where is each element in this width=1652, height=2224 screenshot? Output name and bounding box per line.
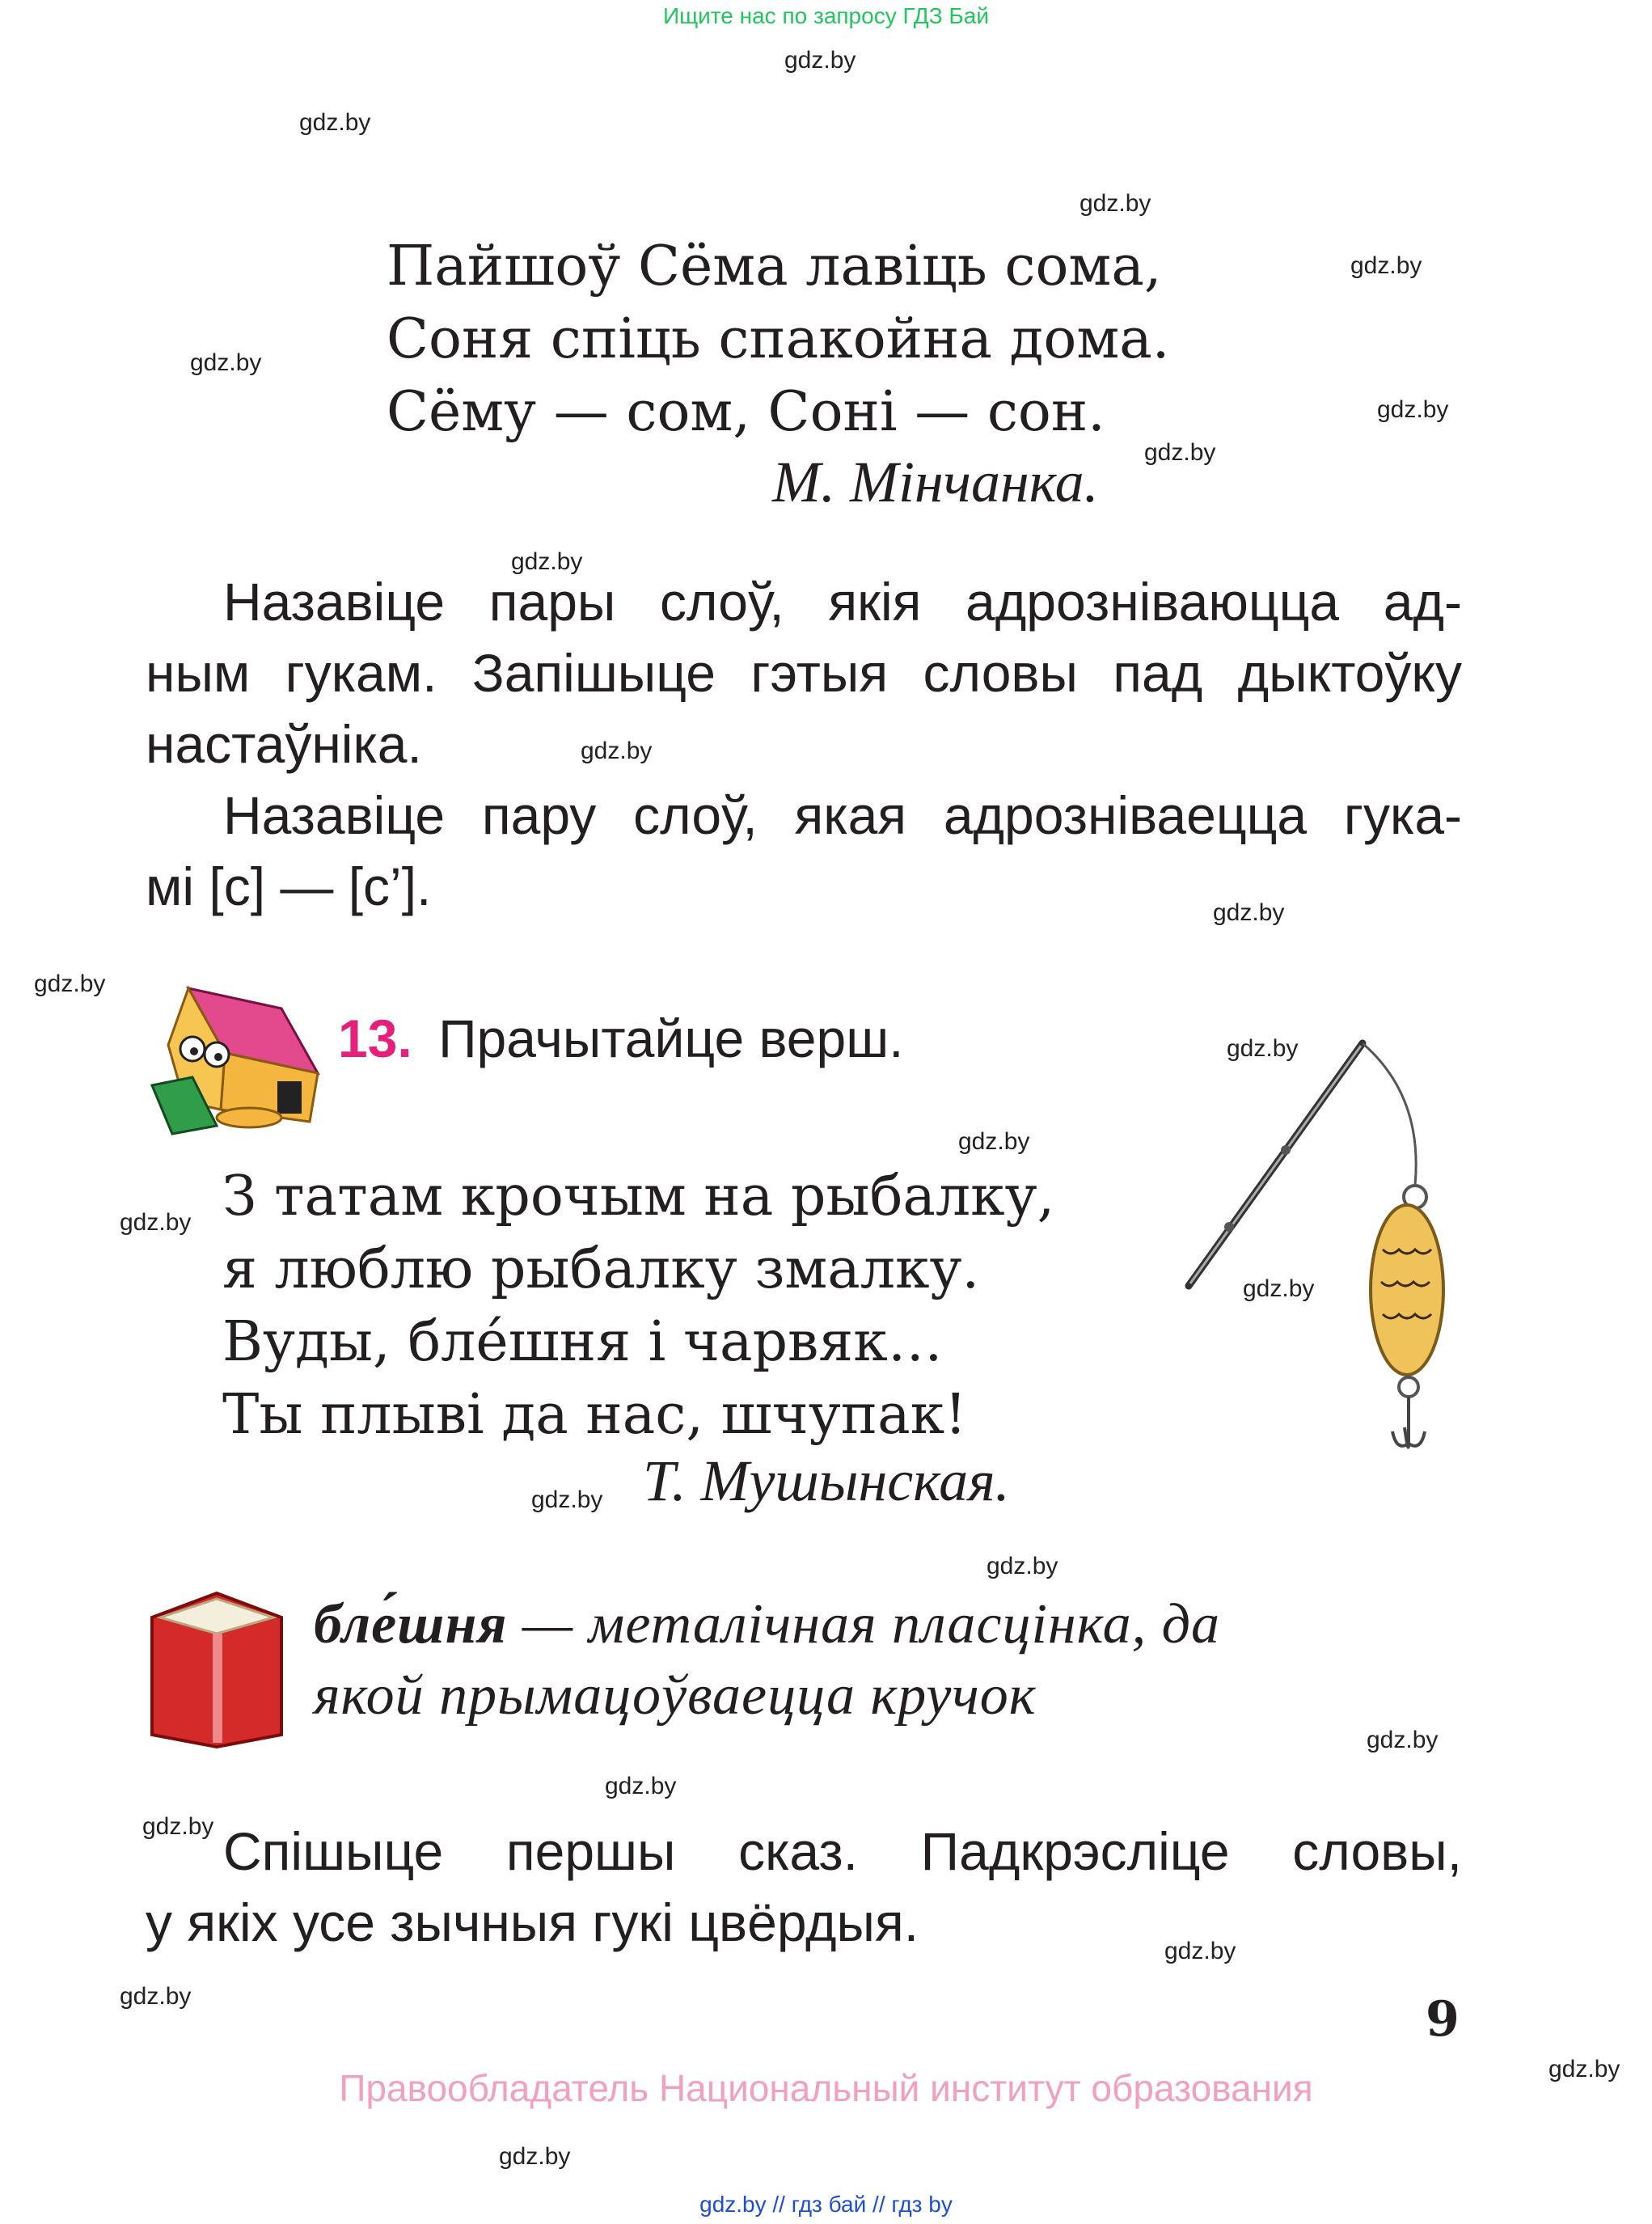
task-line: у якіх усе зычныя гукі цвёрдыя. (146, 1892, 919, 1952)
watermark: gdz.by (299, 109, 371, 136)
glossary-line-1 (314, 1589, 1220, 1660)
dictionary-book-icon (144, 1589, 289, 1751)
watermark: gdz.by (1350, 252, 1422, 279)
watermark: gdz.by (987, 1553, 1058, 1579)
task-1 (146, 566, 1462, 922)
exercise-title: Прачытайце верш. (438, 1008, 904, 1068)
watermark: gdz.by (1080, 190, 1151, 217)
task-line: ным гукам. Запішыце гэтыя словы пад дыктоўку (146, 643, 1462, 703)
watermark: gdz.by (1243, 1275, 1315, 1302)
top-banner: Ищите нас по запросу ГДЗ Бай (662, 3, 990, 28)
watermark: gdz.by (1227, 1035, 1299, 1062)
poem-line: Вуды, бле́шня і чарвяк… (222, 1310, 943, 1374)
poem-line: Ты плыві да нас, шчупак! (222, 1383, 967, 1447)
watermark: gdz.by (1377, 396, 1449, 423)
reading-house-icon (144, 980, 330, 1142)
watermark: gdz.by (499, 2143, 571, 2170)
watermark: gdz.by (581, 738, 653, 764)
exercise-number: 13. (338, 1008, 412, 1068)
rights-holder: Правообладатель Национальный институт образования (339, 2067, 1313, 2109)
glossary-line-2: якой прымацоўваецца кручок (314, 1664, 1037, 1727)
poem-line: Пайшоў Сёма лавіць сома, (387, 235, 1162, 298)
watermark: gdz.by (531, 1486, 603, 1513)
poem-1-author: М. Мінчанка. (772, 450, 1099, 514)
watermark: gdz.by (958, 1128, 1030, 1155)
glossary-definition: — металічная пласцінка, да (507, 1593, 1221, 1655)
watermark: gdz.by (511, 548, 583, 575)
task-line: Назавіце пару слоў, якая адрозніваецца гука- (223, 785, 1462, 845)
glossary (314, 1589, 1220, 1731)
poem-1 (387, 230, 1169, 449)
watermark: gdz.by (1213, 899, 1285, 926)
watermark: gdz.by (120, 1983, 192, 2010)
task-2 (146, 1816, 1462, 1958)
poem-line: я люблю рыбалку змалку. (222, 1237, 980, 1301)
page-number: 9 (1426, 1991, 1460, 2048)
watermark: gdz.by (1164, 1938, 1236, 1964)
glossary-term: бле́шня (314, 1593, 508, 1655)
poem-line: З татам крочым на рыбалку, (222, 1165, 1055, 1228)
watermark: gdz.by (34, 970, 106, 997)
task-line: Назавіце пары слоў, якія адрозніваюцца ад- (223, 572, 1462, 632)
task-line: настаўніка. (146, 714, 422, 774)
fishing-rod-lure-icon (1181, 1039, 1472, 1492)
poem-line: Сёму — сом, Соні — сон. (387, 380, 1105, 444)
watermark: gdz.by (1144, 439, 1216, 466)
watermark: gdz.by (1548, 2056, 1620, 2082)
watermark: gdz.by (190, 349, 262, 376)
poem-2-author: Т. Мушынская. (643, 1448, 1010, 1513)
task-line: мі [с] — [с’]. (146, 856, 432, 916)
footer-links[interactable]: gdz.by // гдз бай // гдз by (699, 2192, 953, 2217)
watermark: gdz.by (784, 47, 856, 74)
poem-line: Соня спіць спакойна дома. (387, 307, 1170, 371)
watermark: gdz.by (605, 1773, 677, 1799)
watermark: gdz.by (142, 1813, 214, 1840)
watermark: gdz.by (120, 1209, 192, 1236)
watermark: gdz.by (1367, 1727, 1439, 1753)
exercise-13-header (338, 1003, 904, 1074)
poem-2 (222, 1161, 1054, 1452)
task-line: Спішыце першы сказ. Падкрэсліце словы, (223, 1821, 1462, 1881)
